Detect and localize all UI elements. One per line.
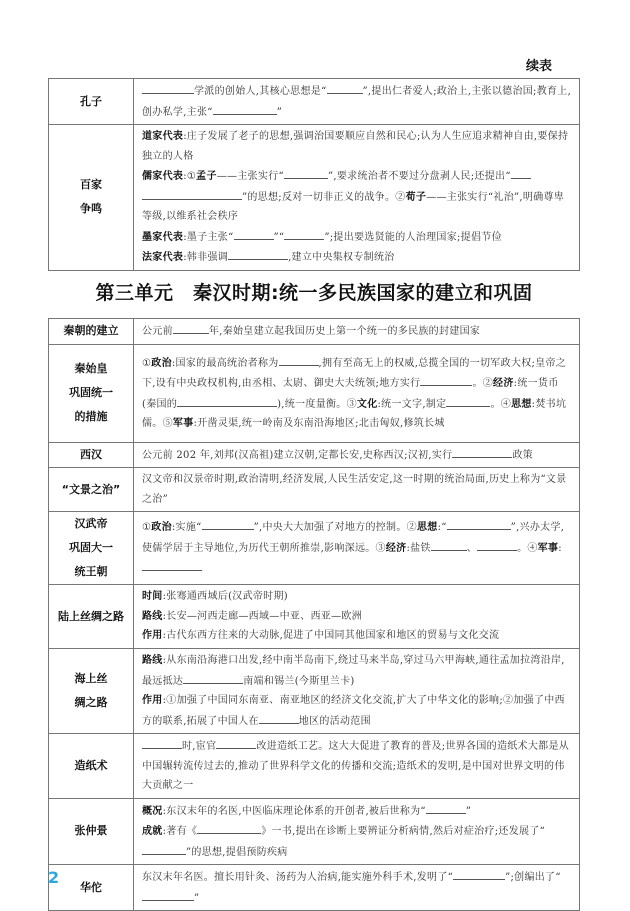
route-heading: 路线 <box>142 655 163 666</box>
blank-field[interactable] <box>477 538 517 551</box>
text: :墨子主张“ <box>183 231 234 243</box>
text: ,建立中央集权专制统治 <box>288 252 395 263</box>
blank-field[interactable] <box>213 102 277 115</box>
text: 、 <box>466 542 478 554</box>
label-text: 的措施 <box>74 410 108 423</box>
text: :“ <box>437 522 447 534</box>
text: :长安—河西走廊—西域—中亚、西亚—欧洲 <box>162 610 362 622</box>
text: ① <box>142 522 152 534</box>
blank-field[interactable] <box>228 247 288 260</box>
xunzi-name: 荀子 <box>405 191 427 203</box>
row-label <box>49 585 134 649</box>
overview-heading: 概况 <box>142 805 163 817</box>
economy-heading: 经济 <box>493 378 514 389</box>
text: ”“ <box>273 231 285 243</box>
blank-field[interactable] <box>511 166 531 179</box>
text: :张骞通西域后(汉武帝时期) <box>162 591 288 603</box>
label-text: 陆上丝绸之路 <box>58 609 124 623</box>
text: 学派的创始人,其核心思想是“ <box>194 86 327 97</box>
culture-heading: 文化 <box>356 398 378 410</box>
row-label <box>49 344 134 442</box>
unit-title: 第三单元 秦汉时期:统一多民族国家的建立和巩固 <box>95 282 533 304</box>
text: ”的思想;反对一切非正义的战争。② <box>242 191 406 203</box>
text: ” <box>465 805 472 817</box>
text: :盐铁 <box>406 542 431 554</box>
blank-field[interactable] <box>431 538 467 551</box>
blank-field[interactable] <box>142 842 186 855</box>
blank-field[interactable] <box>284 227 324 240</box>
text: ,拥有至高无上的权威,总揽全国的一切军政大权;皇帝之下,设有中央政权机构,由丞相、太尉、御史大夫统领;地方实行 <box>142 357 567 389</box>
blank-field[interactable] <box>453 867 505 880</box>
text: ”的思想,提倡预防疾病 <box>186 846 288 858</box>
row-content <box>134 798 580 865</box>
text: ”;创编出了“ <box>505 872 561 883</box>
text: :实施“ <box>171 522 202 534</box>
time-heading: 时间 <box>142 591 163 603</box>
label-text: 巩固统一 <box>69 386 113 399</box>
blank-field[interactable] <box>183 671 243 684</box>
blank-field[interactable] <box>142 558 202 571</box>
effect-heading: 作用 <box>142 630 163 642</box>
text: 政策 <box>512 449 534 461</box>
text: :古代东西方往来的大动脉,促进了中国同其他国家和地区的贸易与文化交流 <box>162 630 500 642</box>
row-content <box>134 344 580 442</box>
label-text: 争鸣 <box>80 202 102 216</box>
row-content <box>134 649 580 734</box>
row-content <box>134 319 580 345</box>
text: :庄子发展了老子的思想,强调治国要顺应自然和民心;认为人生应追求精神自由,要保持独立的人格 <box>142 131 569 162</box>
label-text: 张仲景 <box>74 824 108 838</box>
text: ”,要求统治者不要过分盘剥人民;还提出“ <box>327 171 511 182</box>
text: 时,宦官 <box>182 741 217 752</box>
blank-field[interactable] <box>177 394 277 407</box>
text: :从东南沿海港口出发,经中南半岛南下,绕过马来半岛,穿过马六甲海峡,通往孟加拉湾沿岸,最远抵达 <box>142 655 565 687</box>
text: :著有《 <box>162 826 198 837</box>
text: ”,中央大大加强了对地方的控制。② <box>253 522 417 534</box>
mojia-heading: 墨家代表 <box>142 231 184 243</box>
label-text: 孔子 <box>80 94 102 108</box>
label-text: 绸之路 <box>74 696 108 709</box>
text: ”,提出仁者爱人;政治上,主张以德治国;教育上,创办私学,主张“ <box>142 86 572 118</box>
text: :统一文字,制定 <box>377 398 447 410</box>
daojia-heading: 道家代表 <box>142 131 184 142</box>
blank-field[interactable] <box>452 445 512 458</box>
table-row-huatuo <box>49 865 580 911</box>
text: 改进造纸工艺。这大大促进了教育的普及;世界各国的造纸术大都是从中国辗转流传过去的,推动了世界科学文化的传播和交流;造纸术的发明,是中国对世界文明的伟大贡献之一 <box>142 741 570 791</box>
label-text: 百家 <box>80 178 102 192</box>
blank-field[interactable] <box>279 353 319 366</box>
text: ① <box>142 357 152 369</box>
text: 公元前 202 年,刘邦(汉高祖)建立汉朝,定都长安,史称西汉;汉初,实行 <box>142 449 453 461</box>
row-content <box>134 585 580 649</box>
blank-field[interactable] <box>259 711 299 724</box>
text: ”;提出要选贤能的人治理国家;提倡节俭 <box>324 231 502 243</box>
text: ” <box>194 892 200 904</box>
text: 。④ <box>490 398 512 410</box>
table-row-zhangzhongjing <box>49 798 580 865</box>
table-row-kongzi <box>49 79 580 125</box>
label-text: 造纸术 <box>74 758 108 772</box>
military-heading: 军事 <box>537 542 559 554</box>
row-label <box>49 798 134 865</box>
text: 地区的活动范围 <box>298 715 371 727</box>
page-number: 2 <box>48 868 60 887</box>
table-row-xihan <box>49 442 580 468</box>
table-row-sea-silk-road <box>49 649 580 734</box>
text: 汉文帝和汉景帝时期,政治清明,经济发展,人民生活安定,这一时期的统治局面,历史上称为“文景之治” <box>142 474 567 505</box>
text: :① <box>183 171 197 182</box>
blank-field[interactable] <box>202 517 254 530</box>
text: ” <box>276 106 283 118</box>
row-label <box>49 512 134 585</box>
row-label <box>49 649 134 734</box>
table-row-hanwudi <box>49 512 580 585</box>
blank-field[interactable] <box>426 801 466 814</box>
row-content <box>134 79 580 125</box>
blank-field[interactable] <box>142 736 182 749</box>
text: 公元前 <box>142 326 173 337</box>
label-text: 海上丝 <box>74 672 108 685</box>
blank-field[interactable] <box>420 373 472 386</box>
hundred-schools-table <box>48 78 580 271</box>
rujia-heading: 儒家代表 <box>142 171 184 182</box>
fajia-heading: 法家代表 <box>142 252 184 263</box>
blank-field[interactable] <box>142 187 242 200</box>
blank-field[interactable] <box>216 736 256 749</box>
row-content <box>134 468 580 512</box>
table-row-baijia <box>49 125 580 271</box>
table-row-papermaking <box>49 734 580 799</box>
row-label <box>49 319 134 345</box>
text: :①加强了中国同东南亚、南亚地区的经济文化交流,扩大了中华文化的影响;②加强了中西方的联系,拓展了中国人在 <box>142 695 565 727</box>
label-text: 西汉 <box>80 447 102 461</box>
qin-han-table <box>48 318 580 911</box>
row-content <box>134 865 580 911</box>
blank-field[interactable] <box>142 81 194 94</box>
blank-field[interactable] <box>234 227 274 240</box>
label-text: 华佗 <box>80 880 102 894</box>
text: 南端和锡兰(今斯里兰卡) <box>243 675 355 687</box>
row-label <box>49 865 134 911</box>
row-label <box>49 442 134 468</box>
label-text: 巩固大一 <box>69 541 113 554</box>
military-heading: 军事 <box>172 418 194 429</box>
text: ),统一度量衡。③ <box>277 398 357 410</box>
table-row-wenjing <box>49 468 580 512</box>
politics-heading: 政治 <box>151 522 172 534</box>
row-content <box>134 125 580 271</box>
text: ——主张实行“ <box>216 171 284 182</box>
text: ——主张实行“礼治”,明确尊卑等级,以维系社会秩序 <box>142 191 565 222</box>
route-heading: 路线 <box>142 610 163 622</box>
blank-field[interactable] <box>142 888 194 901</box>
text: 。④ <box>517 542 538 554</box>
text: : <box>558 542 562 554</box>
text: :国家的最高统治者称为 <box>171 357 279 369</box>
table-row-land-silk-road <box>49 585 580 649</box>
row-content <box>134 442 580 468</box>
row-content <box>134 512 580 585</box>
mengzi-name: 孟子 <box>196 171 217 182</box>
effect-heading: 作用 <box>142 695 163 706</box>
blank-field[interactable] <box>447 517 511 530</box>
text: :开凿灵渠,统一岭南及东南沿海地区;北击匈奴,修筑长城 <box>193 418 445 429</box>
row-label <box>49 734 134 799</box>
blank-field[interactable] <box>197 821 261 834</box>
text: 东汉末年名医。擅长用针灸、汤药为人治病,能实施外科手术,发明了“ <box>142 872 454 883</box>
text: 》一书,提出在诊断上要辨证分析病情,然后对症治疗;还发展了“ <box>261 826 546 837</box>
economy-heading: 经济 <box>385 542 407 554</box>
row-content <box>134 734 580 799</box>
continued-table-label: 续表 <box>525 59 552 74</box>
text: 。② <box>472 378 494 389</box>
politics-heading: 政治 <box>151 357 172 369</box>
text: :东汉末年的名医,中医临床理论体系的开创者,被后世称为“ <box>162 805 426 817</box>
blank-field[interactable] <box>173 321 209 334</box>
row-label <box>49 79 134 125</box>
blank-field[interactable] <box>446 394 490 407</box>
row-label <box>49 468 134 512</box>
achievement-heading: 成就 <box>142 826 163 837</box>
table-row-qin-measures <box>49 344 580 442</box>
text: :统一货币(秦国的 <box>142 378 559 410</box>
text: 年,秦始皇建立起我国历史上第一个统一的多民族的封建国家 <box>208 326 481 337</box>
table-row-qin-founding <box>49 319 580 345</box>
label-text: 秦朝的建立 <box>63 324 119 338</box>
label-text: 汉武帝 <box>74 517 108 530</box>
row-label <box>49 125 134 271</box>
thought-heading: 思想 <box>416 522 438 534</box>
thought-heading: 思想 <box>511 398 532 410</box>
blank-field[interactable] <box>284 166 328 179</box>
blank-field[interactable] <box>327 81 363 94</box>
label-text: “文景之治” <box>61 482 121 496</box>
text: ”,兴办太学,使儒学居于主导地位,为历代王朝所推崇,影响深远。③ <box>142 522 565 554</box>
label-text: 秦始皇 <box>74 362 108 375</box>
label-text: 统王朝 <box>74 565 108 578</box>
text: :韩非强调 <box>183 252 229 263</box>
text: :焚书坑儒。⑤ <box>142 398 567 429</box>
